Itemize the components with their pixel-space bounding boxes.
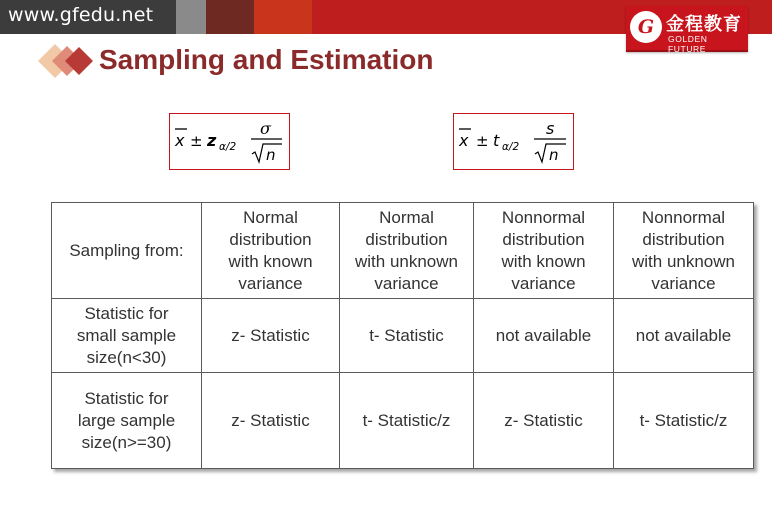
table-header-row [52, 203, 754, 299]
table-row [52, 373, 754, 469]
table-row [52, 299, 754, 373]
table-cell: t- Statistic [340, 299, 474, 373]
row-label-large-sample: Statistic for large sample size(n>=30) [52, 373, 202, 469]
table-cell: not available [614, 299, 754, 373]
formula-denominator: n [549, 146, 559, 164]
table-cell: z- Statistic [474, 373, 614, 469]
title-diamonds-icon [38, 44, 96, 78]
header-stripe-red [312, 0, 628, 34]
formula-mean: x [459, 131, 469, 150]
formula-t-interval [453, 113, 574, 170]
site-url[interactable]: www.gfedu.net [8, 4, 154, 26]
header-cell-normal-unknown: Normal distribution with unknown variance [340, 203, 474, 299]
formula-plus-minus: ± [190, 132, 203, 150]
logo-chinese-name: 金程教育 [666, 14, 742, 35]
logo-english-name: GOLDEN FUTURE [668, 34, 708, 54]
formula-statistic: t [493, 131, 500, 150]
formula-mean: x [175, 131, 185, 150]
header-stripe-orange [254, 0, 312, 34]
header-cell-normal-known: Normal distribution with known variance [202, 203, 340, 299]
header-stripe-maroon [206, 0, 254, 34]
header-cell-sampling-from: Sampling from: [52, 203, 202, 299]
header-stripe-gray [176, 0, 206, 34]
table-cell: t- Statistic/z [614, 373, 754, 469]
slide-title: Sampling and Estimation [99, 44, 434, 75]
logo-emblem-icon: G [630, 11, 662, 43]
table-cell: z- Statistic [202, 373, 340, 469]
table-cell: t- Statistic/z [340, 373, 474, 469]
formula-statistic: z [207, 131, 217, 150]
formula-subscript: α/2 [502, 141, 520, 153]
formula-z-interval [169, 113, 290, 170]
formula-subscript: α/2 [219, 141, 237, 153]
header-cell-nonnormal-known: Nonnormal distribution with known variance [474, 203, 614, 299]
table-cell: not available [474, 299, 614, 373]
formula-numerator: σ [260, 119, 271, 138]
sampling-statistic-table [51, 202, 754, 469]
brand-logo [626, 6, 748, 52]
formula-numerator: s [546, 119, 555, 138]
row-label-small-sample: Statistic for small sample size(n<30) [52, 299, 202, 373]
formula-plus-minus: ± [476, 132, 489, 150]
header-cell-nonnormal-unknown: Nonnormal distribution with unknown variance [614, 203, 754, 299]
formula-denominator: n [266, 146, 276, 164]
table-cell: z- Statistic [202, 299, 340, 373]
